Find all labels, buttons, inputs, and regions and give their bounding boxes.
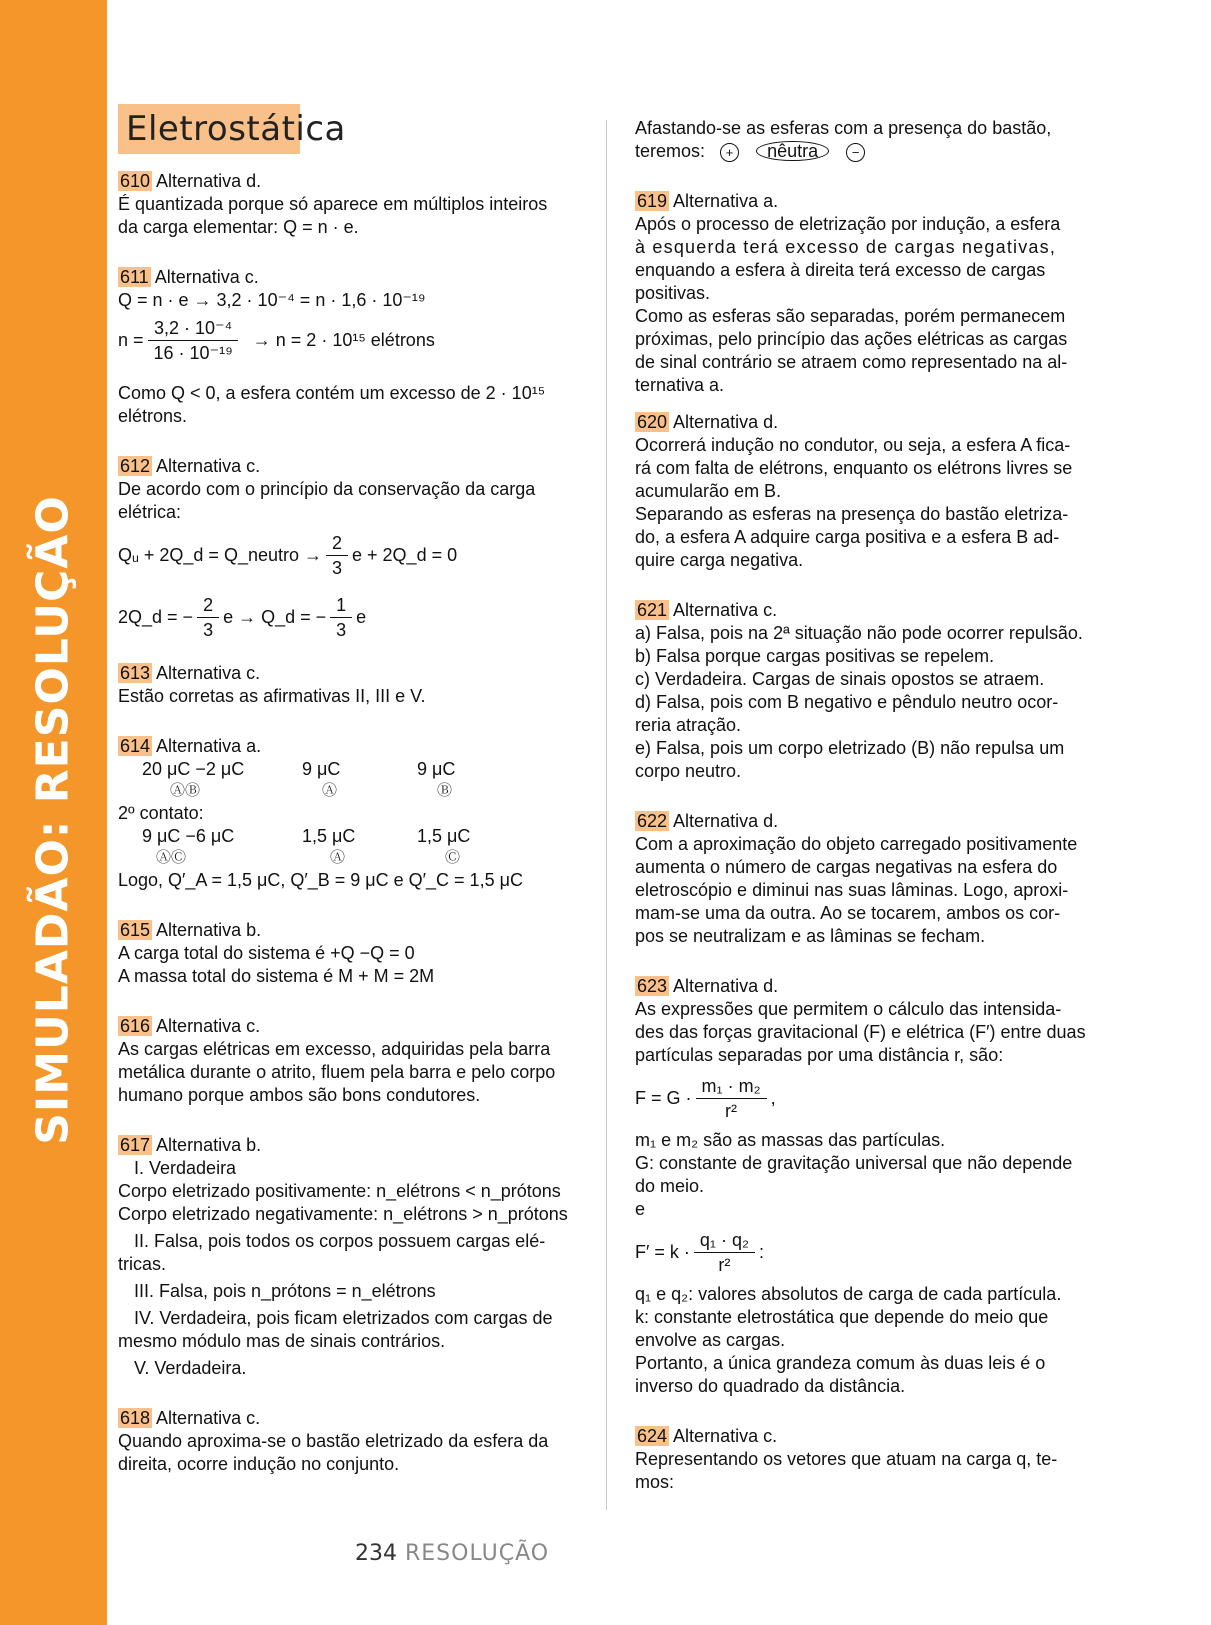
- eq-fraction: [197, 593, 219, 642]
- q616-line: metálica durante o atrito, fluem pela barra e pelo corpo: [118, 1062, 556, 1082]
- sphere-label: ⒶⒷ: [170, 782, 201, 799]
- q617-number: 617: [120, 1135, 151, 1155]
- q613-line: Estão corretas as afirmativas II, III e V.: [118, 686, 426, 706]
- q614-header: [118, 735, 578, 758]
- q618-cont-text: teremos:: [635, 141, 706, 161]
- q617-line: mesmo módulo mas de sinais contrários.: [118, 1331, 446, 1351]
- q623-line: envolve as cargas.: [635, 1330, 786, 1350]
- q616-line: As cargas elétricas em excesso, adquiridas pela barra: [118, 1039, 551, 1059]
- q617-line: tricas.: [118, 1254, 167, 1274]
- sphere-label: Ⓐ: [322, 782, 338, 799]
- q620-line: acumularão em B.: [635, 481, 782, 501]
- column-divider: [606, 120, 607, 1510]
- q624-alternative: Alternativa c.: [673, 1426, 778, 1446]
- q611-fraction: [148, 316, 239, 365]
- q622-line: Com a aproximação do objeto carregado positivamente: [635, 834, 1078, 854]
- q622-number: 622: [637, 811, 668, 831]
- table-cell: 1,5 μC: [417, 826, 471, 846]
- negative-sphere-icon: −: [846, 143, 865, 162]
- right-column: [635, 117, 1095, 1494]
- positive-sphere-icon: +: [720, 143, 739, 162]
- q610-line: É quantizada porque só aparece em múltiplos inteiros: [118, 194, 548, 214]
- q623-line: G: constante de gravitação universal que não depende: [635, 1153, 1073, 1173]
- q614-table-1: [118, 758, 578, 802]
- q623-number: 623: [637, 976, 668, 996]
- q614-number: 614: [120, 736, 151, 756]
- fraction-numerator: 1: [330, 593, 352, 618]
- q616-line: humano porque ambos são bons condutores.: [118, 1085, 481, 1105]
- q612-equation-1: [118, 524, 578, 586]
- eq-part: ,: [770, 1087, 776, 1108]
- table-cell: 1,5 μC: [302, 826, 356, 846]
- q619-line: Após o processo de eletrização por indução, a esfera: [635, 214, 1061, 234]
- fraction-denominator: r²: [725, 1100, 738, 1121]
- q623-line: do meio.: [635, 1176, 705, 1196]
- q611-number: 611: [120, 267, 149, 287]
- q618-number: 618: [120, 1408, 151, 1428]
- sphere-label: Ⓑ: [437, 782, 453, 799]
- q623-line: k: constante eletrostática que depende do meio que: [635, 1307, 1049, 1327]
- q616-alternative: Alternativa c.: [156, 1016, 261, 1036]
- fraction-denominator: r²: [718, 1254, 731, 1275]
- q612-alternative: Alternativa c.: [156, 456, 261, 476]
- q612-number: 612: [120, 456, 151, 476]
- q611-alternative: Alternativa c.: [154, 267, 259, 287]
- q621-item: c) Verdadeira. Cargas de sinais opostos se atraem.: [635, 669, 1045, 689]
- q622-line: pos se neutralizam e as lâminas se fecham.: [635, 926, 986, 946]
- q623-line: m₁ e m₂ são as massas das partículas.: [635, 1130, 946, 1150]
- eq-fraction: [326, 531, 348, 580]
- fraction-denominator: 3: [336, 619, 347, 640]
- q617-line: Corpo eletrizado positivamente: n_elétrons < n_prótons: [118, 1181, 561, 1201]
- eq-fraction: [694, 1228, 755, 1277]
- q618-line: direita, ocorre indução no conjunto.: [118, 1454, 400, 1474]
- q619-header: [635, 190, 1095, 213]
- q611-line: Q = n · e → 3,2 · 10⁻⁴ = n · 1,6 · 10⁻¹⁹: [118, 290, 426, 310]
- q623-line: q₁ e q₂: valores absolutos de carga de cada partícula.: [635, 1284, 1062, 1304]
- q623-line: e: [635, 1199, 646, 1219]
- q620-line: Separando as esferas na presença do bastão eletriza-: [635, 504, 1069, 524]
- q619-line: próximas, pelo princípio das ações elétricas as cargas: [635, 329, 1068, 349]
- fraction-numerator: q₁ · q₂: [694, 1228, 755, 1253]
- q611-result: → n = 2 · 10¹⁵ elétrons: [252, 329, 435, 350]
- q617-item: III. Falsa, pois n_prótons = n_elétrons: [134, 1281, 436, 1301]
- q612-line: De acordo com o princípio da conservação da carga: [118, 479, 536, 499]
- q620-line: quire carga negativa.: [635, 550, 804, 570]
- q611-line: elétrons.: [118, 406, 188, 426]
- q617-item: V. Verdadeira.: [134, 1358, 247, 1378]
- q618-line: Quando aproxima-se o bastão eletrizado da esfera da: [118, 1431, 549, 1451]
- q614-alternative: Alternativa a.: [156, 736, 262, 756]
- q624-header: [635, 1425, 1095, 1448]
- q613-header: [118, 662, 578, 685]
- q617-line: Corpo eletrizado negativamente: n_elétrons > n_prótons: [118, 1204, 568, 1224]
- eq-part: 2Q_d = −: [118, 606, 194, 627]
- q621-item: corpo neutro.: [635, 761, 742, 781]
- q615-line: A carga total do sistema é +Q −Q = 0: [118, 943, 415, 963]
- q621-item: d) Falsa, pois com B negativo e pêndulo neutro ocor-: [635, 692, 1059, 712]
- q619-line: ternativa a.: [635, 375, 725, 395]
- table-cell: 20 μC −2 μC: [142, 759, 245, 779]
- q624-number: 624: [637, 1426, 668, 1446]
- q619-line: Como as esferas são separadas, porém permanecem: [635, 306, 1066, 326]
- fraction-denominator: 3: [203, 619, 214, 640]
- q616-number: 616: [120, 1016, 151, 1036]
- q610-header: [118, 170, 578, 193]
- q619-line: à esquerda terá excesso de cargas negativas,: [635, 237, 1057, 257]
- q618-header: [118, 1407, 578, 1430]
- q623-coulomb-formula: [635, 1221, 1095, 1283]
- eq-fraction: [330, 593, 352, 642]
- eq-part: F′ = k ·: [635, 1241, 690, 1262]
- q624-line: mos:: [635, 1472, 675, 1492]
- eq-part: e: [356, 606, 367, 627]
- sphere-label: Ⓒ: [445, 849, 461, 866]
- fraction-denominator: 3: [332, 557, 343, 578]
- eq-fraction: [696, 1074, 767, 1123]
- page-footer: [355, 1542, 549, 1565]
- table-cell: 9 μC: [302, 759, 341, 779]
- q623-gravity-formula: [635, 1067, 1095, 1129]
- q613-number: 613: [120, 663, 151, 683]
- q619-line: de sinal contrário se atraem como representado na al-: [635, 352, 1068, 372]
- q623-line: inverso do quadrado da distância.: [635, 1376, 906, 1396]
- q620-header: [635, 411, 1095, 434]
- left-column: [118, 170, 578, 1476]
- sphere-label: ⒶⒸ: [156, 849, 187, 866]
- q621-number: 621: [637, 600, 668, 620]
- q621-alternative: Alternativa c.: [673, 600, 778, 620]
- eq-part: F = G ·: [635, 1087, 692, 1108]
- eq-part: e + 2Q_d = 0: [352, 544, 458, 565]
- q620-line: rá com falta de elétrons, enquanto os elétrons livres se: [635, 458, 1073, 478]
- q612-equation-2: [118, 586, 578, 648]
- q611-fraction-row: [118, 312, 578, 368]
- eq-part: e → Q_d = −: [223, 606, 327, 627]
- q619-number: 619: [637, 191, 668, 211]
- q621-item: e) Falsa, pois um corpo eletrizado (B) não repulsa um: [635, 738, 1065, 758]
- q620-alternative: Alternativa d.: [673, 412, 779, 432]
- q622-line: eletroscópio e diminui nas suas lâminas. Logo, aproxi-: [635, 880, 1069, 900]
- q623-header: [635, 975, 1095, 998]
- q622-line: aumenta o número de cargas negativas na esfera do: [635, 857, 1058, 877]
- q614-conclusion: Logo, Q′_A = 1,5 μC, Q′_B = 9 μC e Q′_C = 1,5 μC: [118, 870, 523, 890]
- q614-contact: 2º contato:: [118, 803, 204, 823]
- q620-line: Ocorrerá indução no condutor, ou seja, a esfera A fica-: [635, 435, 1071, 455]
- q617-header: [118, 1134, 578, 1157]
- q617-item: IV. Verdadeira, pois ficam eletrizados com cargas de: [134, 1308, 553, 1328]
- table-cell: 9 μC: [417, 759, 456, 779]
- q620-line: do, a esfera A adquire carga positiva e a esfera B ad-: [635, 527, 1060, 547]
- fraction-numerator: 2: [326, 531, 348, 556]
- q614-table-2: [118, 825, 578, 869]
- q615-line: A massa total do sistema é M + M = 2M: [118, 966, 435, 986]
- q610-alternative: Alternativa d.: [156, 171, 262, 191]
- section-title: Eletrostática: [118, 104, 300, 154]
- q611-header: [118, 266, 578, 289]
- eq-part: Qᵤ + 2Q_d = Q_neutro →: [118, 544, 322, 565]
- q623-line: As expressões que permitem o cálculo das intensida-: [635, 999, 1062, 1019]
- q621-item: reria atração.: [635, 715, 742, 735]
- q623-alternative: Alternativa d.: [673, 976, 779, 996]
- q621-item: b) Falsa porque cargas positivas se repelem.: [635, 646, 995, 666]
- q615-header: [118, 919, 578, 942]
- q618-cont-line: [635, 140, 1095, 163]
- q619-line: enquando a esfera à direita terá excesso de cargas: [635, 260, 1046, 280]
- q610-number: 610: [120, 171, 151, 191]
- q622-alternative: Alternativa d.: [673, 811, 779, 831]
- q624-line: Representando os vetores que atuam na carga q, te-: [635, 1449, 1058, 1469]
- q611-line: Como Q < 0, a esfera contém um excesso de 2 · 10¹⁵: [118, 383, 546, 403]
- q622-line: mam-se uma da outra. Ao se tocarem, ambos os cor-: [635, 903, 1061, 923]
- eq-part: :: [758, 1241, 764, 1262]
- q617-alternative: Alternativa b.: [156, 1135, 262, 1155]
- side-title: SIMULADÃO: RESOLUÇÃO: [27, 495, 79, 1145]
- q615-alternative: Alternativa b.: [156, 920, 262, 940]
- q610-line: da carga elementar: Q = n · e.: [118, 217, 359, 237]
- q618-alternative: Alternativa c.: [156, 1408, 261, 1428]
- q613-alternative: Alternativa c.: [156, 663, 261, 683]
- q619-alternative: Alternativa a.: [673, 191, 779, 211]
- q611-n-equals: n =: [118, 329, 144, 350]
- q623-line: Portanto, a única grandeza comum às duas leis é o: [635, 1353, 1046, 1373]
- q619-line: positivas.: [635, 283, 711, 303]
- q615-number: 615: [120, 920, 151, 940]
- footer-label: RESOLUÇÃO: [405, 1541, 550, 1566]
- page-number: 234: [355, 1541, 397, 1566]
- table-cell: 9 μC −6 μC: [142, 826, 235, 846]
- neutral-sphere-icon: nêutra: [756, 141, 829, 161]
- q621-header: [635, 599, 1095, 622]
- q621-item: a) Falsa, pois na 2ª situação não pode ocorrer repulsão.: [635, 623, 1083, 643]
- fraction-numerator: 3,2 · 10⁻⁴: [148, 316, 238, 341]
- q622-header: [635, 810, 1095, 833]
- q618-cont-line: Afastando-se as esferas com a presença do bastão,: [635, 118, 1052, 138]
- q623-line: partículas separadas por uma distância r, são:: [635, 1045, 1004, 1065]
- sphere-label: Ⓐ: [330, 849, 346, 866]
- q623-line: des das forças gravitacional (F) e elétrica (F′) entre duas: [635, 1022, 1086, 1042]
- q620-number: 620: [637, 412, 668, 432]
- fraction-numerator: m₁ · m₂: [696, 1074, 767, 1099]
- q617-item: I. Verdadeira: [134, 1158, 237, 1178]
- q617-item: II. Falsa, pois todos os corpos possuem cargas elé-: [134, 1231, 546, 1251]
- fraction-numerator: 2: [197, 593, 219, 618]
- fraction-denominator: 16 · 10⁻¹⁹: [153, 342, 233, 363]
- q612-header: [118, 455, 578, 478]
- q612-line: elétrica:: [118, 502, 182, 522]
- q616-header: [118, 1015, 578, 1038]
